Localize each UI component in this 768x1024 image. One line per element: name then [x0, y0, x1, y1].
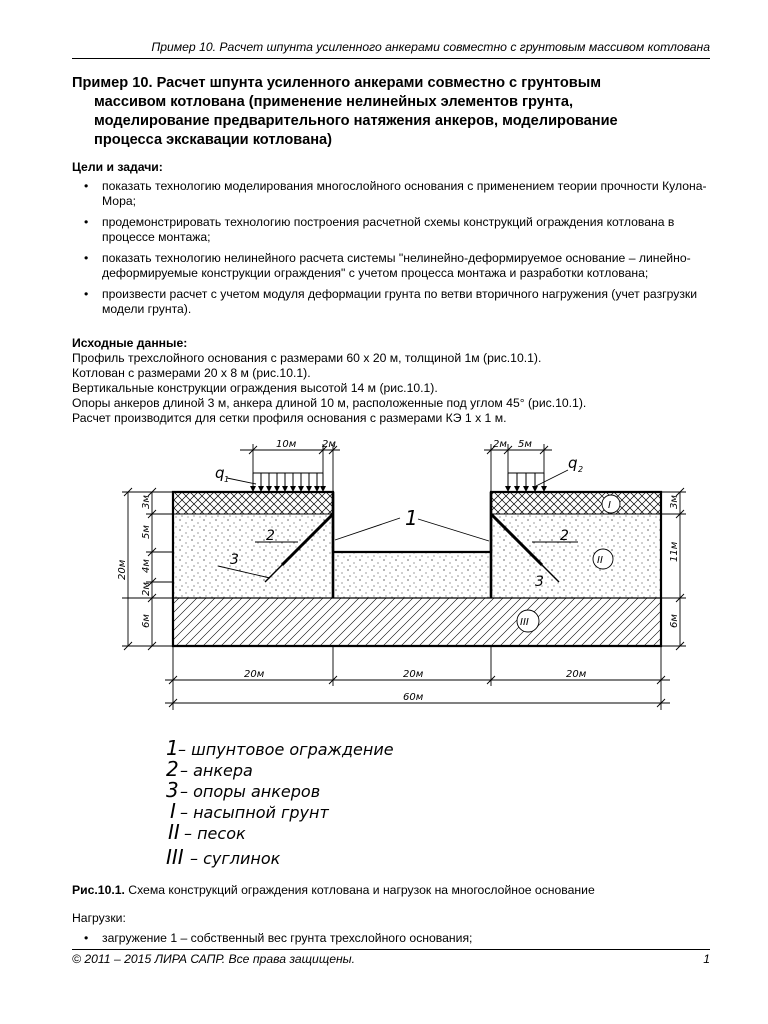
dim-top-left-load: 10м [276, 439, 297, 450]
dim-top-right-gap: 2м [493, 439, 507, 450]
figure-10-1 [70, 428, 698, 876]
running-header: Пример 10. Расчет шпунта усиленного анкерами совместно с грунтовым массивом котлована [72, 40, 710, 59]
sand-layer-right [491, 514, 661, 598]
label-anchor-left: 2 [266, 528, 275, 544]
legend-key: I [170, 799, 176, 823]
dim-bottom-total: 60м [403, 692, 424, 703]
figure-caption [72, 883, 595, 897]
caption-text: Схема конструкций ограждения котлована и нагрузок на многослойное основание [124, 883, 595, 897]
source-line: Опоры анкеров длиной 3 м, анкера длиной 10 м, расположенные под углом 45° (рис.10.1). [72, 396, 587, 410]
legend-key: III [166, 845, 184, 869]
title-line-3: моделирование предварительного натяжения анкеров, моделирование [94, 113, 618, 129]
title-line-1: Пример 10. Расчет шпунта усиленного анкерами совместно с грунтовым [72, 75, 602, 91]
dim-top-right-load: 5м [518, 439, 532, 450]
dim-left-h1: 3м [141, 495, 152, 509]
source-data-heading: Исходные данные: [72, 336, 188, 350]
legend-text: – анкера [180, 761, 253, 780]
title-line-2: массивом котлована (применение нелинейных элементов грунта, [94, 94, 574, 110]
load-q2 [505, 473, 547, 492]
dim-right-h1: 3м [669, 495, 680, 509]
legend-text: – опоры анкеров [180, 782, 321, 801]
caption-label: Рис.10.1. [72, 883, 125, 897]
dim-right-h3: 6м [669, 614, 680, 628]
label-q1: q [215, 464, 225, 482]
legend-text: – шпунтовое ограждение [178, 740, 394, 759]
list-item: • произвести расчет с учетом модуля деформации грунта по ветви вторичного нагружения (учет разгрузки модели грунта). [72, 287, 712, 317]
goals-heading: Цели и задачи: [72, 160, 163, 174]
legend-key: 2 [166, 757, 179, 781]
label-q1-sub: 1 [224, 475, 230, 484]
label-q2-sub: 2 [578, 465, 584, 474]
list-item: • продемонстрировать технологию построения расчетной схемы конструкций ограждения котлована в процессе монтажа; [72, 215, 712, 245]
dim-top-left-gap: 2м [322, 439, 336, 450]
page-title [72, 74, 692, 150]
loads-heading: Нагрузки: [72, 911, 126, 925]
legend-text: – песок [184, 824, 246, 843]
sand-layer-middle [333, 552, 491, 598]
excavation-scheme [70, 428, 698, 876]
dim-left-h3: 4м [141, 559, 152, 573]
label-support-left: 3 [230, 552, 239, 568]
label-support-right: 3 [535, 574, 544, 590]
dim-left-h5: 6м [141, 614, 152, 628]
dim-bottom-seg2: 20м [403, 669, 424, 680]
fill-layer-left [173, 492, 333, 514]
legend-key: 1 [166, 736, 179, 760]
label-sheet-pile: 1 [405, 506, 418, 530]
figure-legend [166, 736, 394, 869]
dim-right-h2: 11м [669, 541, 680, 562]
load-q1 [250, 473, 326, 492]
title-line-4: процесса экскавации котлована) [94, 132, 332, 148]
clay-layer [173, 598, 661, 646]
label-layer-3: III [520, 617, 529, 628]
list-item: • загружение 1 – собственный вес грунта трехслойного основания; [72, 931, 712, 946]
fill-layer-right [491, 492, 661, 514]
label-q2: q [568, 454, 578, 472]
copyright: © 2011 – 2015 ЛИРА САПР. Все права защищены. [72, 952, 356, 966]
sand-layer-left [173, 514, 333, 598]
list-item: • показать технологию нелинейного расчета системы "нелинейно-деформируемое основание – линейно-деформируемые конструкции ограждения" с учетом процесса монтажа и разработки котлована; [72, 251, 712, 281]
source-line: Расчет производится для сетки профиля основания с размерами КЭ 1 х 1 м. [72, 411, 507, 425]
dim-left-total: 20м [117, 559, 128, 580]
dim-left-h4: 2м [141, 582, 152, 596]
dim-bottom-seg3: 20м [566, 669, 587, 680]
page-number: 1 [703, 952, 710, 966]
label-layer-2: II [597, 555, 603, 566]
source-line: Вертикальные конструкции ограждения высотой 14 м (рис.10.1). [72, 381, 438, 395]
legend-key: 3 [166, 778, 179, 802]
list-item: • показать технологию моделирования многослойного основания с применением теории прочности Кулона-Мора; [72, 179, 712, 209]
loads-list [72, 931, 712, 946]
label-layer-1: I [608, 500, 611, 511]
page-footer [72, 949, 710, 966]
source-line: Котлован с размерами 20 х 8 м (рис.10.1). [72, 366, 311, 380]
dim-left-h2: 5м [141, 525, 152, 539]
source-data-section [72, 336, 712, 426]
goals-list [72, 179, 712, 317]
label-anchor-right: 2 [560, 528, 569, 544]
legend-text: – суглинок [190, 849, 281, 868]
source-line: Профиль трехслойного основания с размерами 60 х 20 м, толщиной 1м (рис.10.1). [72, 351, 542, 365]
dim-bottom-seg1: 20м [244, 669, 265, 680]
legend-text: – насыпной грунт [180, 803, 329, 822]
goals-section [72, 160, 712, 323]
legend-key: II [168, 820, 180, 844]
